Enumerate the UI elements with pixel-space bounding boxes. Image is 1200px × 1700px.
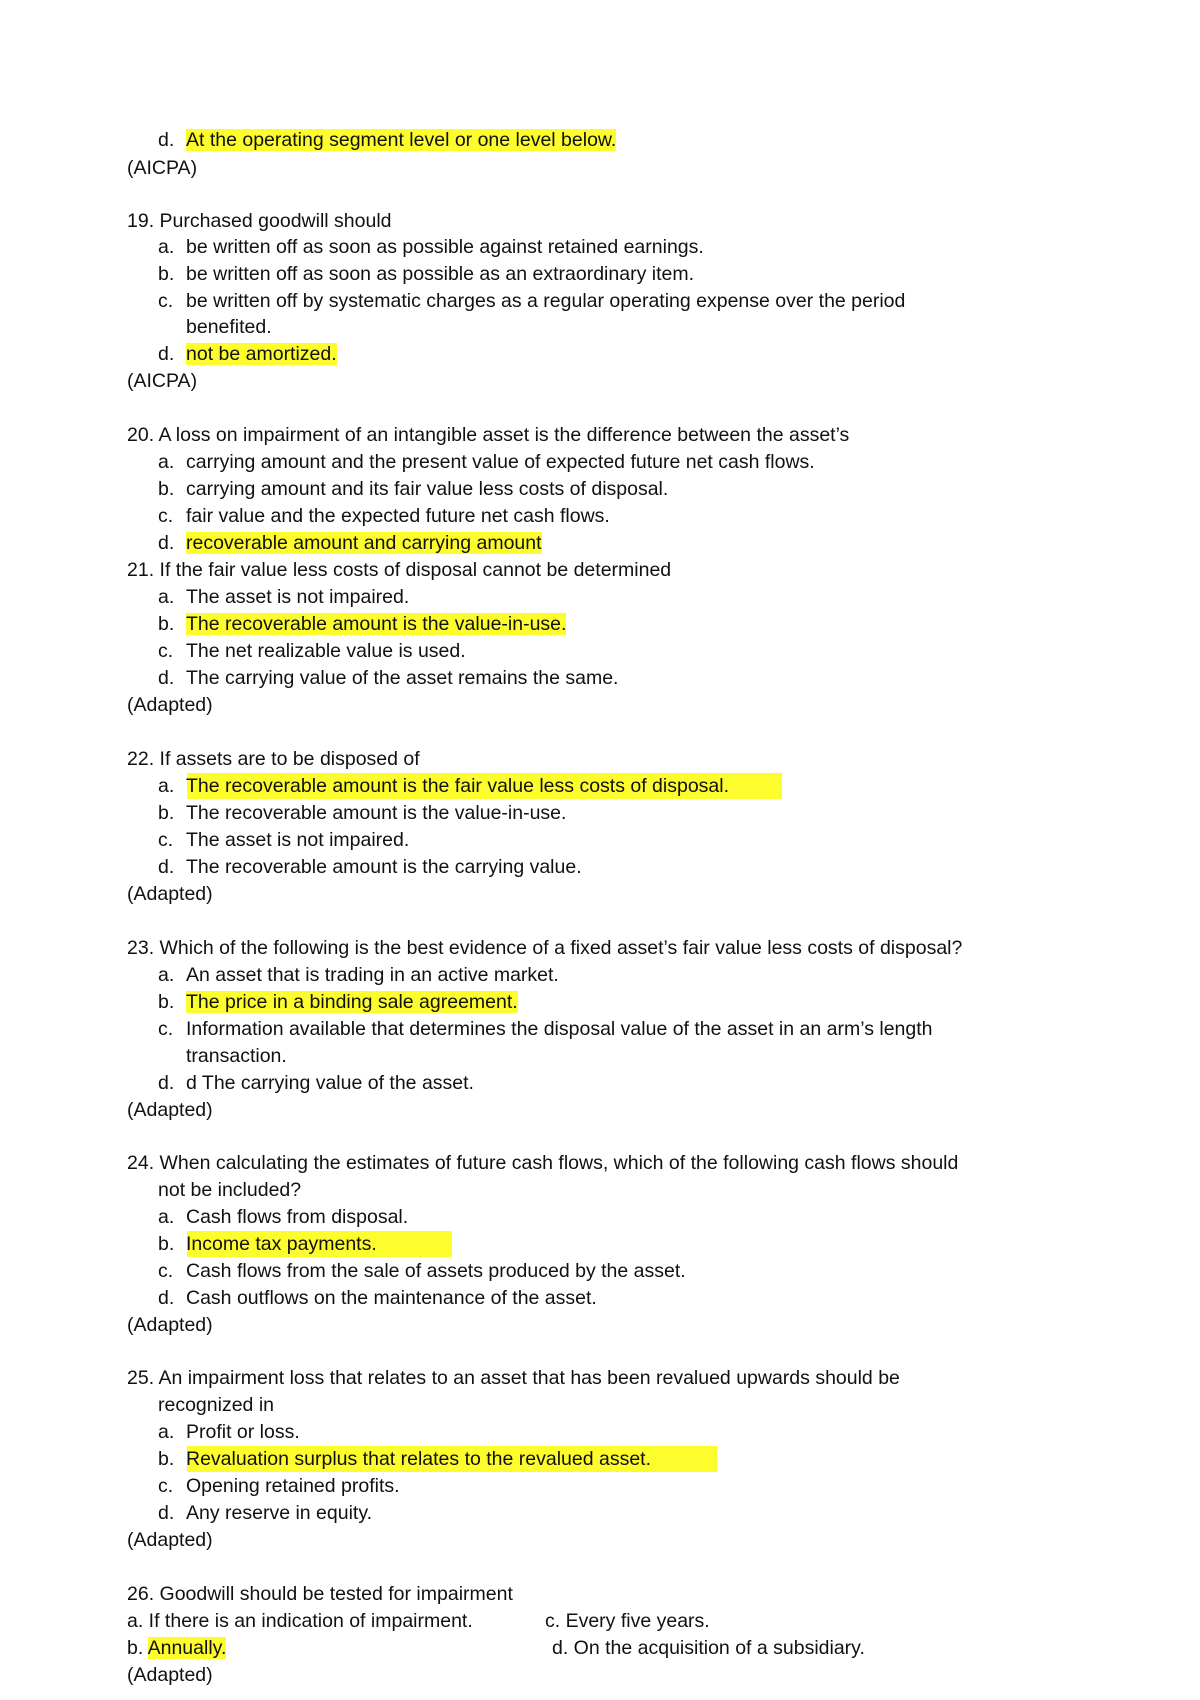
option-text: Cash outflows on the maintenance of the asset. — [186, 1287, 597, 1309]
q20-option-d — [158, 530, 542, 556]
q23-source: (Adapted) — [127, 1099, 213, 1121]
option-letter: c. — [158, 829, 174, 851]
option-letter: b. — [158, 1233, 175, 1255]
option-letter: d. — [158, 129, 175, 151]
q25-option-d — [158, 1500, 372, 1526]
option-text: carrying amount and the present value of expected future net cash flows. — [186, 451, 815, 473]
q23-option-d — [158, 1070, 474, 1096]
q22-option-b — [158, 800, 566, 826]
q21-option-a — [158, 584, 409, 610]
q25-stem: 25. An impairment loss that relates to an asset that has been revalued upwards should be — [127, 1367, 900, 1389]
q23-option-b — [158, 989, 518, 1015]
q19-option-d — [158, 341, 337, 367]
option-text: Any reserve in equity. — [186, 1502, 373, 1524]
q22-option-c — [158, 827, 409, 853]
option-letter: b. — [158, 613, 175, 635]
option-text: The recoverable amount is the carrying value. — [186, 856, 582, 878]
option-letter: d. — [158, 856, 175, 878]
q20-option-a — [158, 449, 815, 475]
option-text: Information available that determines the disposal value of the asset in an arm’s length — [186, 1018, 933, 1040]
q21-option-c — [158, 638, 466, 664]
q20-option-b — [158, 476, 668, 502]
option-text: Opening retained profits. — [186, 1475, 400, 1497]
q21-stem: 21. If the fair value less costs of disposal cannot be determined — [127, 559, 672, 581]
option-letter: c. — [158, 1018, 174, 1040]
q22-source: (Adapted) — [127, 883, 213, 905]
option-letter: a. — [158, 1206, 175, 1228]
option-letter: d. — [158, 1287, 175, 1309]
q26-option-b — [127, 1635, 226, 1661]
highlighted-answer: Revaluation surplus that relates to the revalued asset. — [186, 1448, 652, 1470]
q19-option-c-continued: benefited. — [186, 316, 272, 338]
option-letter: c. — [158, 640, 174, 662]
option-letter: a. — [158, 964, 175, 986]
option-letter: d. — [158, 343, 175, 365]
q25-source: (Adapted) — [127, 1529, 213, 1551]
option-text: The asset is not impaired. — [186, 586, 410, 608]
highlighted-answer: The price in a binding sale agreement. — [186, 991, 518, 1013]
q24-stem: 24. When calculating the estimates of future cash flows, which of the following cash flows should — [127, 1152, 959, 1174]
option-text: Cash flows from the sale of assets produced by the asset. — [186, 1260, 686, 1282]
q18-source: (AICPA) — [127, 157, 198, 179]
option-letter: b. — [158, 1448, 175, 1470]
option-text: be written off by systematic charges as a regular operating expense over the period — [186, 290, 906, 312]
option-text: Profit or loss. — [186, 1421, 300, 1443]
q21-option-b — [158, 611, 566, 637]
option-letter: a. — [158, 586, 175, 608]
q19-option-c — [158, 288, 905, 314]
option-letter: a. — [158, 236, 175, 258]
option-text: be written off as soon as possible against retained earnings. — [186, 236, 704, 258]
option-text: d The carrying value of the asset. — [186, 1072, 474, 1094]
option-letter: b. — [158, 478, 175, 500]
q19-option-a — [158, 234, 704, 260]
highlighted-answer: The recoverable amount is the value-in-use. — [186, 613, 567, 635]
option-letter: b. — [158, 802, 175, 824]
q26-stem: 26. Goodwill should be tested for impairment — [127, 1583, 513, 1605]
q24-option-b — [158, 1231, 377, 1257]
q24-stem-continued: not be included? — [158, 1179, 302, 1201]
option-letter: c. — [158, 290, 174, 312]
q19-stem: 19. Purchased goodwill should — [127, 210, 392, 232]
q20-option-c — [158, 503, 610, 529]
option-text: The carrying value of the asset remains the same. — [186, 667, 619, 689]
q18-option-d — [158, 127, 616, 153]
q23-stem: 23. Which of the following is the best evidence of a fixed asset’s fair value less costs of disposal? — [127, 937, 963, 959]
q25-option-c — [158, 1473, 400, 1499]
option-letter: d. — [158, 667, 175, 689]
q23-option-c-continued: transaction. — [186, 1045, 287, 1067]
q19-source: (AICPA) — [127, 370, 198, 392]
option-letter: a. — [158, 775, 175, 797]
option-letter: b. — [127, 1637, 144, 1659]
option-letter: d. — [158, 1072, 175, 1094]
q24-option-c — [158, 1258, 686, 1284]
q25-option-b — [158, 1446, 651, 1472]
q26-source: (Adapted) — [127, 1664, 213, 1686]
q19-option-b — [158, 261, 694, 287]
q22-option-d — [158, 854, 582, 880]
option-text: The net realizable value is used. — [186, 640, 466, 662]
option-letter: c. — [158, 1475, 174, 1497]
q24-source: (Adapted) — [127, 1314, 213, 1336]
highlighted-answer: Income tax payments. — [186, 1233, 377, 1255]
q21-option-d — [158, 665, 618, 691]
q24-option-a — [158, 1204, 408, 1230]
option-letter: d. — [158, 1502, 175, 1524]
option-text: An asset that is trading in an active market. — [186, 964, 559, 986]
q21-source: (Adapted) — [127, 694, 213, 716]
option-text: The asset is not impaired. — [186, 829, 410, 851]
q26-option-c: c. Every five years. — [545, 1610, 710, 1632]
option-letter: a. — [158, 451, 175, 473]
q26-option-a: a. If there is an indication of impairment. — [127, 1610, 473, 1632]
option-letter: b. — [158, 263, 175, 285]
option-letter: c. — [158, 505, 174, 527]
option-text: Cash flows from disposal. — [186, 1206, 409, 1228]
q26-option-d: d. On the acquisition of a subsidiary. — [552, 1637, 865, 1659]
highlighted-answer: At the operating segment level or one level below. — [186, 129, 617, 151]
option-letter: d. — [158, 532, 175, 554]
option-text: fair value and the expected future net cash flows. — [186, 505, 610, 527]
q23-option-c — [158, 1016, 933, 1042]
q20-stem: 20. A loss on impairment of an intangible asset is the difference between the asset’s — [127, 424, 850, 446]
q25-option-a — [158, 1419, 300, 1445]
q24-option-d — [158, 1285, 597, 1311]
highlighted-answer: recoverable amount and carrying amount — [186, 532, 542, 554]
option-letter: b. — [158, 991, 175, 1013]
highlighted-answer: Annually. — [147, 1637, 227, 1659]
q25-stem-continued: recognized in — [158, 1394, 274, 1416]
q22-stem: 22. If assets are to be disposed of — [127, 748, 420, 770]
q23-option-a — [158, 962, 559, 988]
option-letter: c. — [158, 1260, 174, 1282]
q22-option-a — [158, 773, 729, 799]
option-text: carrying amount and its fair value less costs of disposal. — [186, 478, 669, 500]
highlighted-answer: The recoverable amount is the fair value less costs of disposal. — [186, 775, 730, 797]
option-text: be written off as soon as possible as an extraordinary item. — [186, 263, 694, 285]
highlighted-answer: not be amortized. — [186, 343, 337, 365]
option-text: The recoverable amount is the value-in-use. — [186, 802, 567, 824]
option-letter: a. — [158, 1421, 175, 1443]
